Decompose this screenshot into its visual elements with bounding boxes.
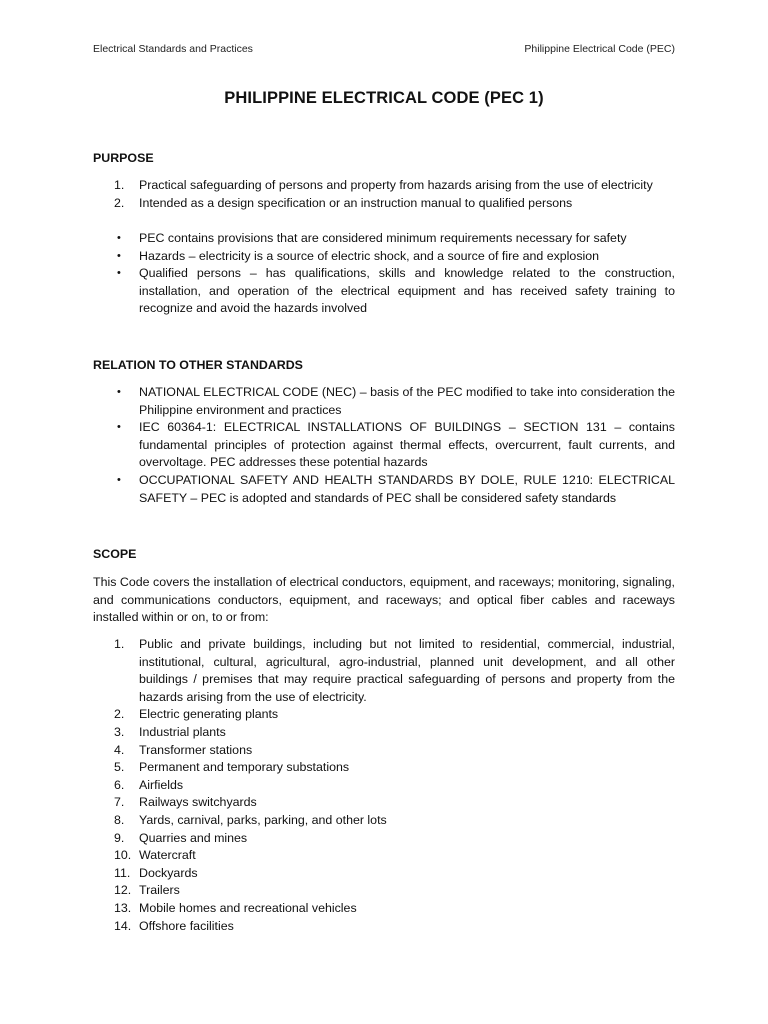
list-item [93, 759, 675, 777]
list-item-text: NATIONAL ELECTRICAL CODE (NEC) – basis of the PEC modified to take into consideration the Philippine environment and practices [139, 385, 675, 417]
list-number: 2. [114, 195, 125, 210]
list-item [93, 882, 675, 900]
list-number: 6. [114, 777, 125, 792]
list-item-text: Offshore facilities [139, 918, 234, 933]
scope-intro-paragraph: This Code covers the installation of electrical conductors, equipment, and raceways; monitoring, signaling, and communications conductors, equipment, and raceways; and optical fiber cables and raceways installed within or on, to or from: [93, 575, 675, 625]
list-item-text: Railways switchyards [139, 795, 257, 810]
list-item [93, 248, 675, 266]
list-item-text: IEC 60364-1: ELECTRICAL INSTALLATIONS OF BUILDINGS – SECTION 131 – contains fundamental principles of protection against thermal effects, overcurrent, fault currents, and overvoltage. PEC addresses these potential hazards [139, 420, 675, 470]
bullet-icon: • [117, 232, 121, 244]
list-item-text: Practical safeguarding of persons and property from hazards arising from the use of electricity [139, 178, 653, 192]
list-item-text: Watercraft [139, 848, 196, 863]
list-item [93, 195, 675, 213]
bullet-icon: • [117, 386, 121, 398]
list-item [93, 847, 675, 865]
list-item [93, 472, 675, 507]
list-number: 2. [114, 707, 125, 722]
list-item [93, 177, 675, 195]
list-item [93, 900, 675, 918]
scope-heading: SCOPE [93, 547, 137, 561]
list-item-text: Transformer stations [139, 742, 253, 757]
list-number: 4. [114, 742, 125, 757]
running-header [93, 42, 675, 56]
relation-bullet-list [93, 384, 675, 507]
purpose-bullet-list [93, 230, 675, 318]
purpose-heading: PURPOSE [93, 151, 154, 165]
list-item [93, 706, 675, 724]
list-item-text: Trailers [139, 883, 180, 898]
list-item [93, 812, 675, 830]
list-number: 13. [114, 900, 132, 915]
bullet-icon: • [117, 421, 121, 434]
list-item [93, 265, 675, 318]
document-title: PHILIPPINE ELECTRICAL CODE (PEC 1) [224, 89, 544, 107]
list-number: 11. [114, 865, 131, 880]
list-item [93, 230, 675, 248]
list-number: 10. [114, 848, 132, 863]
list-item [93, 384, 675, 419]
list-item-text: Dockyards [139, 865, 198, 880]
list-item-text: Permanent and temporary substations [139, 760, 350, 775]
list-number: 1. [114, 178, 125, 192]
list-item-text: Industrial plants [139, 724, 226, 739]
list-item [93, 419, 675, 472]
header-right-text: Philippine Electrical Code (PEC) [524, 43, 675, 55]
list-item [93, 724, 675, 742]
list-item [93, 830, 675, 848]
list-item-text: Airfields [139, 777, 184, 792]
list-number: 7. [114, 795, 125, 810]
purpose-numbered-list [93, 177, 675, 212]
scope-numbered-list [93, 636, 675, 935]
list-number: 5. [114, 760, 125, 775]
list-item-text: Electric generating plants [139, 707, 279, 722]
list-item-text: Public and private buildings, including but not limited to residential, commercial, industrial, institutional, cultural, agricultural, agro-industrial, planned unit development, and all other buildings / premises that may require practical safeguarding of persons and property from the hazards arising from the use of electricity. [139, 637, 675, 704]
header-left-text: Electrical Standards and Practices [93, 43, 253, 55]
list-item [93, 777, 675, 795]
bullet-icon: • [117, 473, 121, 486]
list-item-text: Yards, carnival, parks, parking, and other lots [139, 812, 387, 827]
list-number: 14. [114, 918, 132, 933]
list-item-text: Quarries and mines [139, 830, 248, 845]
bullet-icon: • [117, 267, 121, 280]
list-item [93, 794, 675, 812]
list-item-text: Intended as a design specification or an instruction manual to qualified persons [139, 195, 573, 210]
list-item-text: OCCUPATIONAL SAFETY AND HEALTH STANDARDS BY DOLE, RULE 1210: ELECTRICAL SAFETY – PEC is adopted and standards of PEC shall be considered safety standards [139, 472, 675, 505]
bullet-icon: • [117, 249, 121, 262]
list-number: 1. [114, 637, 125, 651]
list-item-text: Hazards – electricity is a source of electric shock, and a source of fire and explosion [139, 248, 600, 263]
list-item [93, 742, 675, 760]
relation-heading: RELATION TO OTHER STANDARDS [93, 358, 303, 372]
list-item [93, 865, 675, 883]
list-item [93, 918, 675, 936]
list-item-text: PEC contains provisions that are considered minimum requirements necessary for safety [139, 231, 627, 245]
list-number: 8. [114, 812, 125, 827]
list-item-text: Mobile homes and recreational vehicles [139, 900, 357, 915]
list-item [93, 636, 675, 706]
list-item-text: Qualified persons – has qualifications, skills and knowledge related to the construction, installation, and operation of the electrical equipment and has received safety training to recognize and avoid the hazards involved [139, 266, 675, 316]
list-number: 9. [114, 830, 125, 845]
list-number: 12. [114, 883, 132, 898]
list-number: 3. [114, 724, 125, 739]
